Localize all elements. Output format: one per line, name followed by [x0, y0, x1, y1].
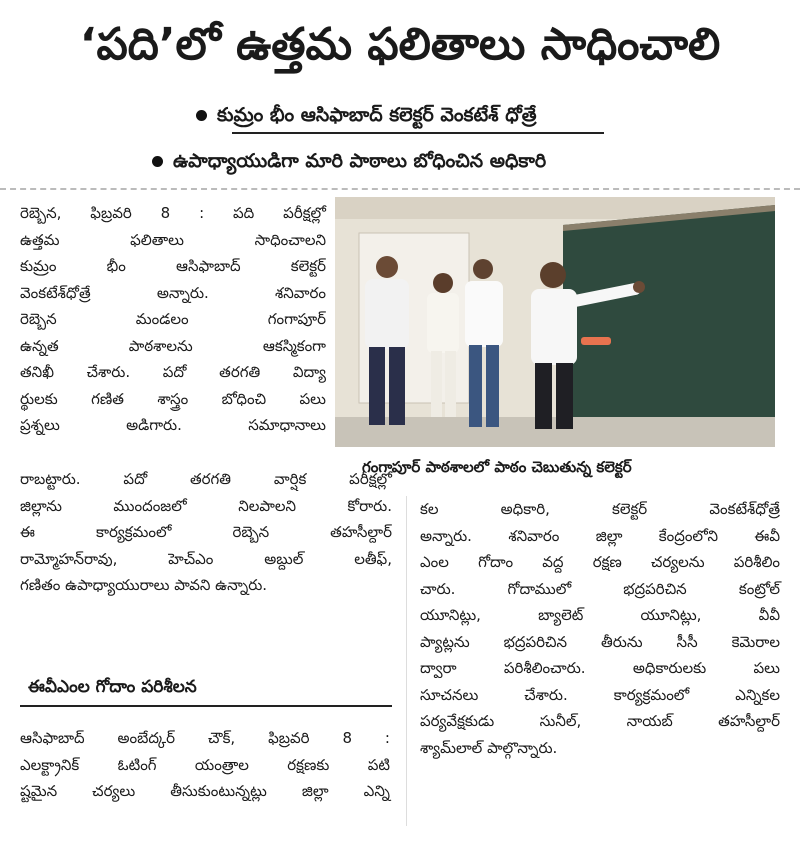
side-right-column	[420, 496, 780, 761]
body-line: శ్యామ్‌లాల్ పాల్గొన్నారు.	[420, 738, 558, 757]
body-line: వెంకటేశ్‌ధోత్రే అన్నారు. శనివారం	[20, 283, 326, 302]
body-line: రెబ్బెన మండలం గంగాపూర్	[20, 310, 326, 328]
body-line: ష్టమైన చర్యలు తీసుకుంటున్నట్లు జిల్లా ఎన్ని	[20, 782, 390, 800]
subhead-text: ఉపాధ్యాయుడిగా మారి పాఠాలు బోధించిన అధికారి	[173, 150, 547, 172]
classroom-photo	[335, 197, 775, 447]
bullet-icon	[152, 156, 163, 167]
subhead-underline	[232, 132, 604, 134]
body-line: ఆసిఫాబాద్ అంబేద్కర్ చౌక్, ఫిబ్రవరి 8 :	[20, 729, 390, 747]
body-line: ఉన్నత పాఠశాలను ఆకస్మికంగా	[20, 336, 326, 355]
side-heading-underline	[20, 705, 392, 707]
subhead-collector	[196, 100, 537, 130]
body-line: ప్రశ్నలు అడిగారు. సమాధానాలు	[20, 416, 326, 434]
body-line: ఎలక్ట్రానిక్ ఓటింగ్ యంత్రాల రక్షణకు పటి	[20, 755, 390, 774]
body-line: ర్థులకు గణిత శాస్త్రం బోధించి పలు	[20, 389, 326, 408]
body-line: ఎంల గోదాం వద్ద రక్షణ చర్యలను పరిశీలిం	[420, 553, 780, 571]
body-line: రాబట్టారు. పదో తరగతి వార్షిక పరీక్షల్లో	[20, 470, 392, 488]
body-mid-column	[20, 466, 392, 599]
body-line: అన్నారు. శనివారం జిల్లా కేంద్రంలోని ఈవీ	[420, 526, 780, 545]
body-top-column	[20, 200, 326, 439]
body-line: ద్వారా పరిశీలించారు. అధికారులకు పలు	[420, 659, 780, 677]
bullet-icon	[196, 110, 207, 121]
body-line: పర్యవేక్షకుడు సునీల్, నాయబ్ తహసీల్దార్	[420, 712, 780, 730]
body-line: యూనిట్లు, బ్యాలెట్ యూనిట్లు, వీవీ	[420, 606, 780, 624]
photo-caption: గంగాపూర్ పాఠశాలలో పాఠం చెబుతున్న కలెక్టర్	[362, 458, 632, 476]
side-heading: ఈవీఎంల గోదాం పరిశీలన	[28, 677, 197, 697]
body-line: రెబ్బెన, ఫిబ్రవరి 8 : పది పరీక్షల్లో	[20, 204, 326, 222]
side-left-column	[20, 725, 390, 805]
subhead-text: కుమ్రం భీం ఆసిఫాబాద్ కలెక్టర్ వెంకటేశ్ ధోత్రే	[217, 104, 537, 126]
body-line: తనిఖీ చేశారు. పదో తరగతి విద్యా	[20, 363, 326, 381]
news-photo	[335, 197, 775, 447]
body-line: రామ్మోహన్‌రావు, హెచ్ఎం అబ్దుల్ లతీఫ్,	[20, 549, 392, 568]
body-line: చారు. గోదాములో భద్రపరిచిన కంట్రోల్	[420, 579, 780, 598]
subhead-teacher	[152, 146, 546, 176]
body-line: కుమ్రం భీం ఆసిఫాబాద్ కలెక్టర్	[20, 257, 326, 275]
body-line: కల అధికారి, కలెక్టర్ వెంకటేశ్‌ధోత్రే	[420, 500, 780, 518]
body-line: సూచనలు చేశారు. కార్యక్రమంలో ఎన్నికల	[420, 685, 780, 704]
body-line: గణితం ఉపాధ్యాయురాలు పావని ఉన్నారు.	[20, 576, 268, 594]
divider	[0, 188, 800, 190]
body-line: ప్యాట్లను భద్రపరిచిన తీరును సీసీ కెమెరాల	[420, 632, 780, 651]
column-rule	[406, 496, 407, 826]
body-line: ఉత్తమ ఫలితాలు సాధించాలని	[20, 230, 326, 249]
body-line: ఈ కార్యక్రమంలో రెబ్బెన తహసీల్దార్	[20, 523, 392, 541]
headline: ‘పది’లో ఉత్తమ ఫలితాలు సాధించాలి	[79, 19, 721, 70]
body-line: జిల్లాను ముందంజలో నిలపాలని కోరారు.	[20, 496, 392, 515]
